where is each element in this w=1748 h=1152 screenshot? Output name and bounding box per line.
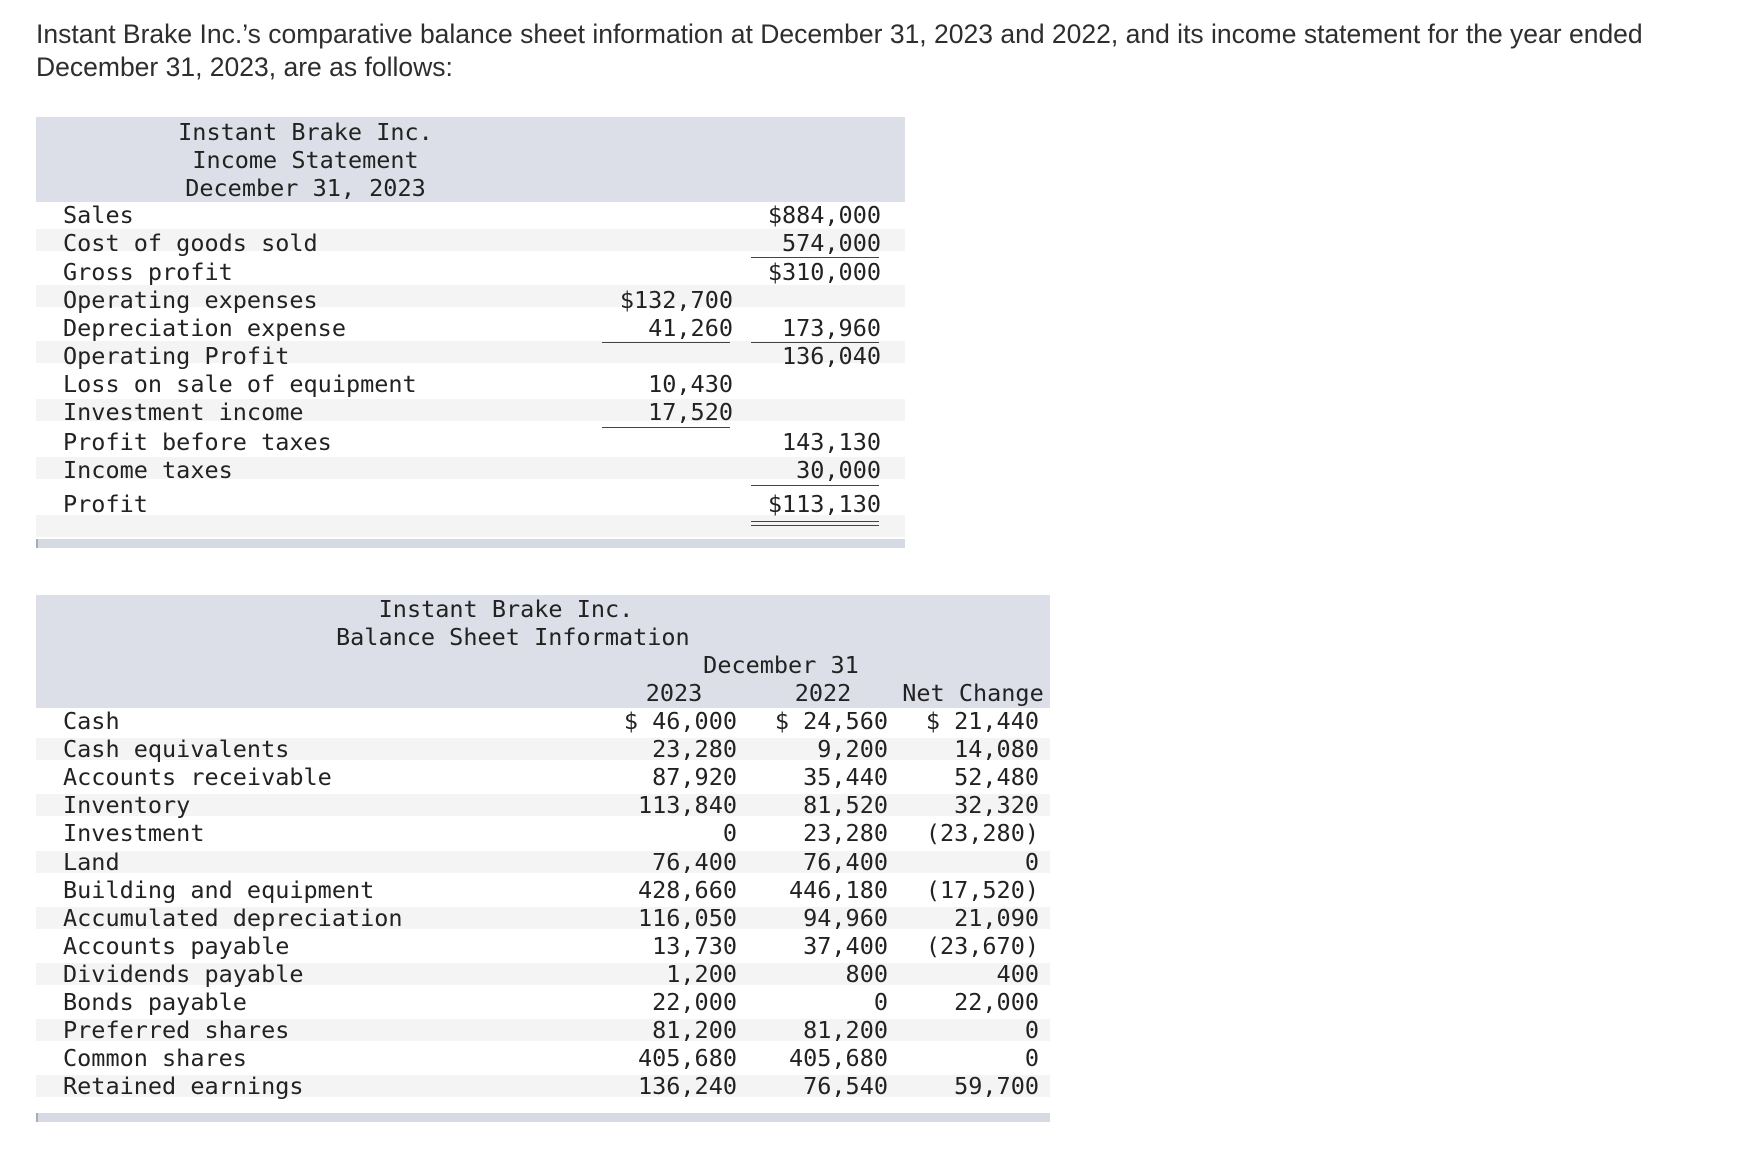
balance-value-2022: 0: [873, 988, 888, 1016]
balance-value-2022: 35,440: [803, 763, 888, 792]
income-label-profit: Profit: [63, 490, 148, 518]
balance-value-net-change: 0: [1024, 847, 1039, 876]
balance-value-2022: 94,960: [803, 903, 888, 932]
balance-row-label: Accounts receivable: [63, 763, 332, 792]
intro-paragraph: Instant Brake Inc.’s comparative balance sheet information at December 31, 2023 and 2022, and its income statement for the year ended December 31, 2023, are as follows:: [36, 19, 1643, 82]
balance-value-net-change: 14,080: [954, 735, 1039, 764]
balance-value-net-change: 21,090: [954, 903, 1039, 932]
balance-row-label: Inventory: [63, 791, 191, 820]
income-value-income-taxes: 30,000: [796, 456, 881, 484]
income-label-income-taxes: Income taxes: [63, 456, 233, 484]
income-value-operating-profit: 136,040: [781, 342, 881, 370]
balance-value-2022: 23,280: [803, 819, 888, 848]
income-value-investment-income: 17,520: [648, 398, 733, 426]
balance-value-2023: 0: [722, 819, 737, 848]
balance-value-net-change: 22,000: [954, 988, 1039, 1016]
balance-value-2023: 13,730: [652, 931, 737, 960]
balance-value-2022: $ 24,560: [774, 707, 888, 735]
row-band: [36, 515, 905, 537]
balance-value-net-change: (17,520): [925, 875, 1039, 904]
table-footer-bar: [36, 539, 905, 548]
balance-row-label: Accounts payable: [63, 931, 290, 960]
column-header-2022: 2022: [794, 679, 852, 707]
income-title-date: December 31, 2023: [185, 174, 426, 202]
income-value-gross-profit: $310,000: [767, 258, 881, 286]
table-footer-bar: [36, 1113, 1050, 1122]
balance-value-2022: 76,400: [803, 847, 888, 876]
balance-value-net-change: $ 21,440: [925, 707, 1039, 735]
balance-value-2022: 800: [845, 959, 888, 988]
income-value-total-expenses: 173,960: [781, 314, 881, 342]
balance-value-2023: 113,840: [637, 791, 737, 820]
balance-value-2022: 9,200: [817, 735, 888, 764]
income-label-gross-profit: Gross profit: [63, 258, 233, 286]
balance-value-2023: 87,920: [652, 763, 737, 792]
income-value-profit: $113,130: [767, 490, 881, 518]
column-header-2023: 2023: [645, 679, 703, 707]
balance-value-2023: 428,660: [637, 875, 737, 904]
balance-value-2023: 405,680: [637, 1044, 737, 1073]
balance-title-sheet: Balance Sheet Information: [336, 623, 690, 651]
balance-title-company: Instant Brake Inc.: [378, 595, 634, 623]
income-label-sales: Sales: [63, 201, 134, 229]
balance-row-label: Accumulated depreciation: [63, 903, 403, 932]
balance-period-header: December 31: [703, 651, 859, 679]
balance-row-label: Bonds payable: [63, 988, 247, 1016]
double-underline: [751, 525, 879, 526]
income-value-profit-before-taxes: 143,130: [781, 428, 881, 456]
balance-sheet-table: [36, 595, 1050, 1127]
income-statement-table: [36, 117, 905, 553]
balance-value-2023: 136,240: [637, 1072, 737, 1101]
balance-value-net-change: 0: [1024, 1044, 1039, 1073]
balance-value-2022: 405,680: [788, 1044, 888, 1073]
balance-value-2023: 23,280: [652, 735, 737, 764]
balance-value-net-change: (23,670): [925, 931, 1039, 960]
balance-row-label: Cash equivalents: [63, 735, 290, 764]
income-title-statement: Income Statement: [192, 146, 419, 174]
balance-row-label: Preferred shares: [63, 1016, 290, 1045]
balance-row-label: Building and equipment: [63, 875, 375, 904]
balance-value-net-change: 32,320: [954, 791, 1039, 820]
balance-row-label: Land: [63, 847, 120, 876]
income-label-operating-expenses: Operating expenses: [63, 286, 318, 314]
balance-value-2023: $ 46,000: [623, 707, 737, 735]
balance-value-2022: 81,520: [803, 791, 888, 820]
income-value-depreciation: 41,260: [648, 314, 733, 342]
balance-value-net-change: 0: [1024, 1016, 1039, 1045]
row-band: [36, 851, 1050, 873]
balance-value-2022: 76,540: [803, 1072, 888, 1101]
income-title-company: Instant Brake Inc.: [178, 118, 433, 146]
balance-value-2023: 22,000: [652, 988, 737, 1016]
income-value-cogs: 574,000: [781, 229, 881, 257]
income-label-investment-income: Investment income: [63, 398, 304, 426]
balance-value-2022: 81,200: [803, 1016, 888, 1045]
balance-value-2023: 76,400: [652, 847, 737, 876]
income-value-sales: $884,000: [767, 201, 881, 229]
double-underline: [751, 521, 879, 522]
income-label-depreciation: Depreciation expense: [63, 314, 346, 342]
balance-row-label: Common shares: [63, 1044, 247, 1073]
income-label-loss-on-sale: Loss on sale of equipment: [63, 370, 417, 398]
balance-value-2022: 446,180: [788, 875, 888, 904]
column-header-net-change: Net Change: [902, 679, 1044, 707]
balance-row-label: Cash: [63, 707, 120, 735]
underline: [751, 485, 879, 486]
income-value-loss-on-sale: 10,430: [648, 370, 733, 398]
underline: [602, 427, 730, 428]
balance-value-2023: 116,050: [637, 903, 737, 932]
balance-value-net-change: 59,700: [954, 1072, 1039, 1101]
balance-value-net-change: 400: [996, 959, 1039, 988]
income-label-operating-profit: Operating Profit: [63, 342, 290, 370]
balance-value-net-change: (23,280): [925, 819, 1039, 848]
income-value-operating-expenses: $132,700: [619, 286, 733, 314]
balance-value-2023: 1,200: [666, 959, 737, 988]
balance-value-2022: 37,400: [803, 931, 888, 960]
underline: [602, 342, 730, 343]
balance-value-2023: 81,200: [652, 1016, 737, 1045]
income-label-cogs: Cost of goods sold: [63, 229, 318, 257]
balance-value-net-change: 52,480: [954, 763, 1039, 792]
balance-row-label: Retained earnings: [63, 1072, 304, 1101]
income-label-profit-before-taxes: Profit before taxes: [63, 428, 332, 456]
balance-row-label: Investment: [63, 819, 205, 848]
balance-row-label: Dividends payable: [63, 959, 304, 988]
